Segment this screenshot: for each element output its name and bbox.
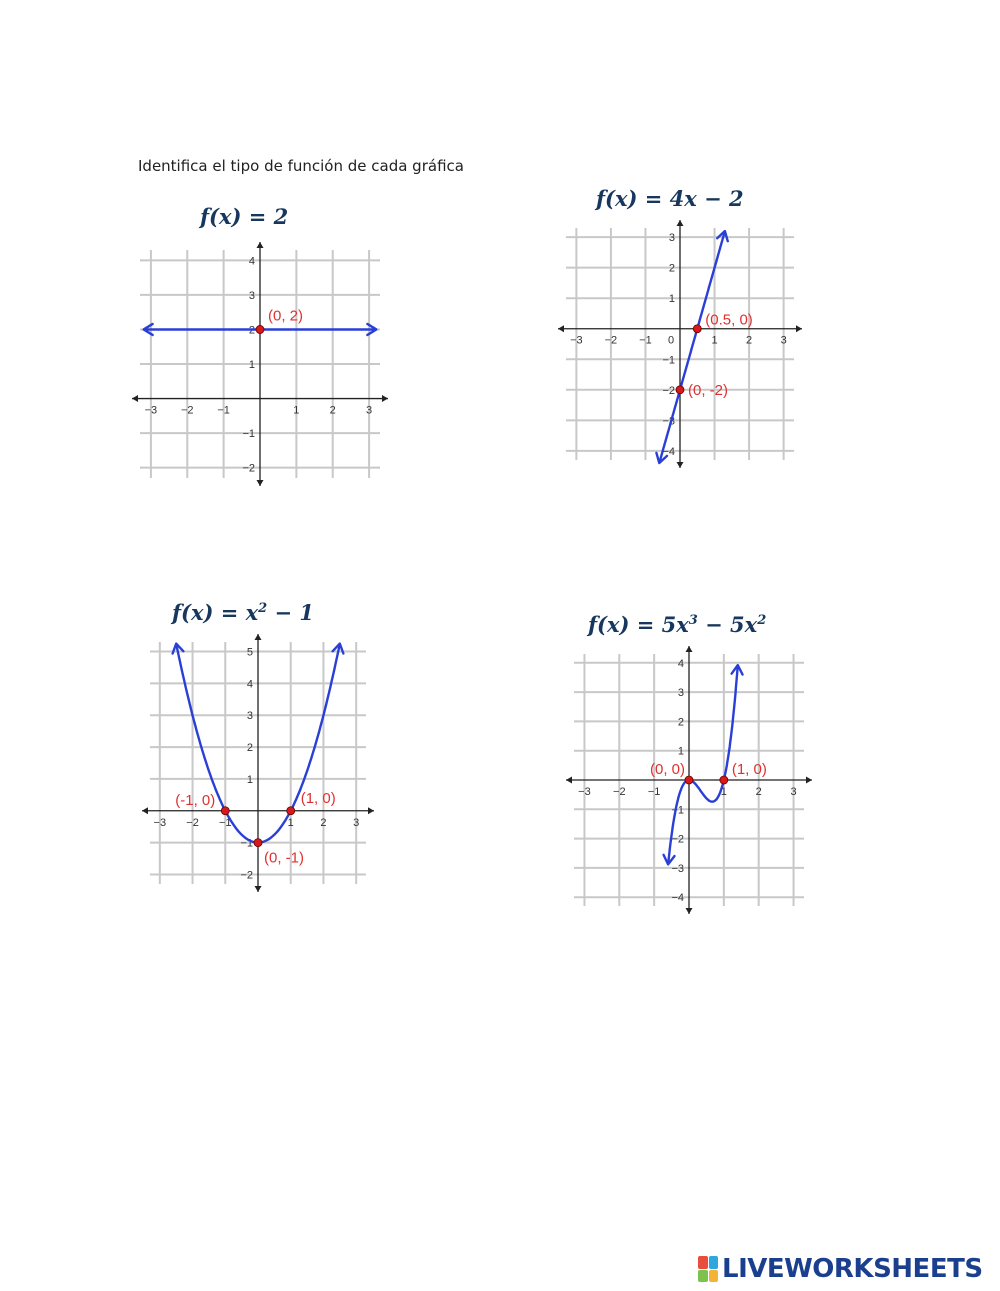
liveworksheets-logo-icon [698,1256,718,1282]
axis-arrowhead [566,777,572,784]
key-point [693,325,701,333]
x-tick-label: 1 [287,816,294,829]
y-tick-label: 3 [246,710,253,723]
x-tick-label: −3 [578,786,591,798]
y-tick-label: −1 [242,428,255,441]
y-tick-label: −2 [671,833,684,846]
x-tick-label: 2 [746,334,753,347]
y-tick-label: −1 [662,354,675,367]
x-tick-label: −1 [218,816,232,829]
y-tick-label: 3 [677,687,684,700]
x-tick-label: 2 [320,816,327,829]
key-point [676,386,684,394]
y-tick-label: −3 [662,415,675,428]
axis-arrowhead [132,395,138,402]
axis-arrowhead [677,462,684,468]
x-tick-label: −1 [217,404,230,417]
chart-title-cubic: $f(x) = 5x^3 - 5x^2$ [588,612,767,637]
chart-constant-function [130,240,390,488]
y-tick-label: −4 [662,445,675,458]
x-tick-label: 2 [755,786,762,798]
x-tick-label: −1 [647,786,661,798]
axis-arrowhead [142,807,148,814]
x-tick-label: −2 [180,404,194,417]
y-tick-label: 4 [246,678,253,691]
point-label: (1, 0) [300,789,336,807]
axis-arrowhead [806,777,812,784]
point-label: (0, -2) [688,381,729,399]
axis-arrowhead [257,242,264,248]
instruction-text: Identifica el tipo de función de cada gráfica [138,157,464,175]
point-label: (0, 0) [649,761,685,778]
y-tick-label: −4 [671,892,684,905]
y-tick-label: 4 [248,255,255,268]
axis-arrowhead [686,646,693,652]
key-point [685,776,693,784]
point-label: (0.5, 0) [705,311,753,329]
chart-title-constant: f(x) = 2 [200,204,289,229]
axis-arrowhead [796,325,802,332]
x-tick-label: 1 [711,334,718,347]
x-tick-label: 3 [780,334,787,347]
x-tick-label: −2 [186,816,199,829]
key-point [256,325,264,333]
x-tick-label: −2 [613,786,626,798]
y-tick-label: −1 [671,804,684,817]
y-tick-label: 5 [246,646,253,659]
x-tick-label: −3 [570,334,583,347]
point-label: (0, -1) [264,849,305,867]
point-label: (0, 2) [268,307,304,325]
brand-name: LIVEWORKSHEETS [722,1254,983,1284]
y-tick-label: 2 [248,324,255,337]
y-tick-label: 1 [668,293,675,306]
chart-cubic-function [564,644,814,916]
chart-quadratic-function [140,632,376,894]
chart-linear-function [556,218,804,470]
axis-arrowhead [368,807,374,814]
x-tick-label: 2 [329,404,336,417]
axis-arrowhead [558,325,564,332]
y-tick-label: 2 [668,262,675,275]
y-tick-label: 1 [248,359,255,371]
axis-arrowhead [255,634,262,640]
y-tick-label: −2 [242,462,255,475]
x-tick-label: 3 [790,786,797,798]
axis-arrowhead [686,908,693,914]
brand [698,1252,983,1286]
y-tick-label: 2 [246,742,253,755]
axis-arrowhead [255,886,262,892]
x-tick-label: 3 [366,404,373,417]
key-point [287,807,295,815]
x-tick-label: −2 [604,334,618,347]
point-label: (1, 0) [731,761,767,778]
x-tick-label: 1 [293,404,300,417]
x-tick-label: −3 [144,404,158,417]
y-tick-label: −1 [240,837,253,850]
x-tick-label: 1 [720,786,727,798]
x-tick-label: 0 [667,334,675,347]
y-tick-label: −3 [671,862,684,875]
axis-arrowhead [382,395,388,402]
key-point [221,807,229,815]
chart-title-linear: f(x) = 4x − 2 [596,186,744,211]
x-tick-label: −3 [153,816,167,829]
x-tick-label: −1 [639,334,652,347]
point-label: (-1, 0) [175,791,216,809]
y-tick-label: −2 [662,384,675,397]
y-tick-label: −2 [240,869,253,882]
chart-title-quadratic: $f(x) = x^2 - 1$ [172,600,315,625]
y-tick-label: 4 [677,657,684,670]
y-tick-label: 1 [246,773,253,786]
x-tick-label: 3 [353,816,360,829]
axis-arrowhead [257,480,264,486]
y-tick-label: 1 [677,745,684,758]
key-point [254,839,262,847]
y-tick-label: 2 [677,716,684,729]
y-tick-label: 3 [668,232,675,245]
key-point [720,776,728,784]
axis-arrowhead [677,220,684,226]
y-tick-label: 3 [248,289,255,302]
